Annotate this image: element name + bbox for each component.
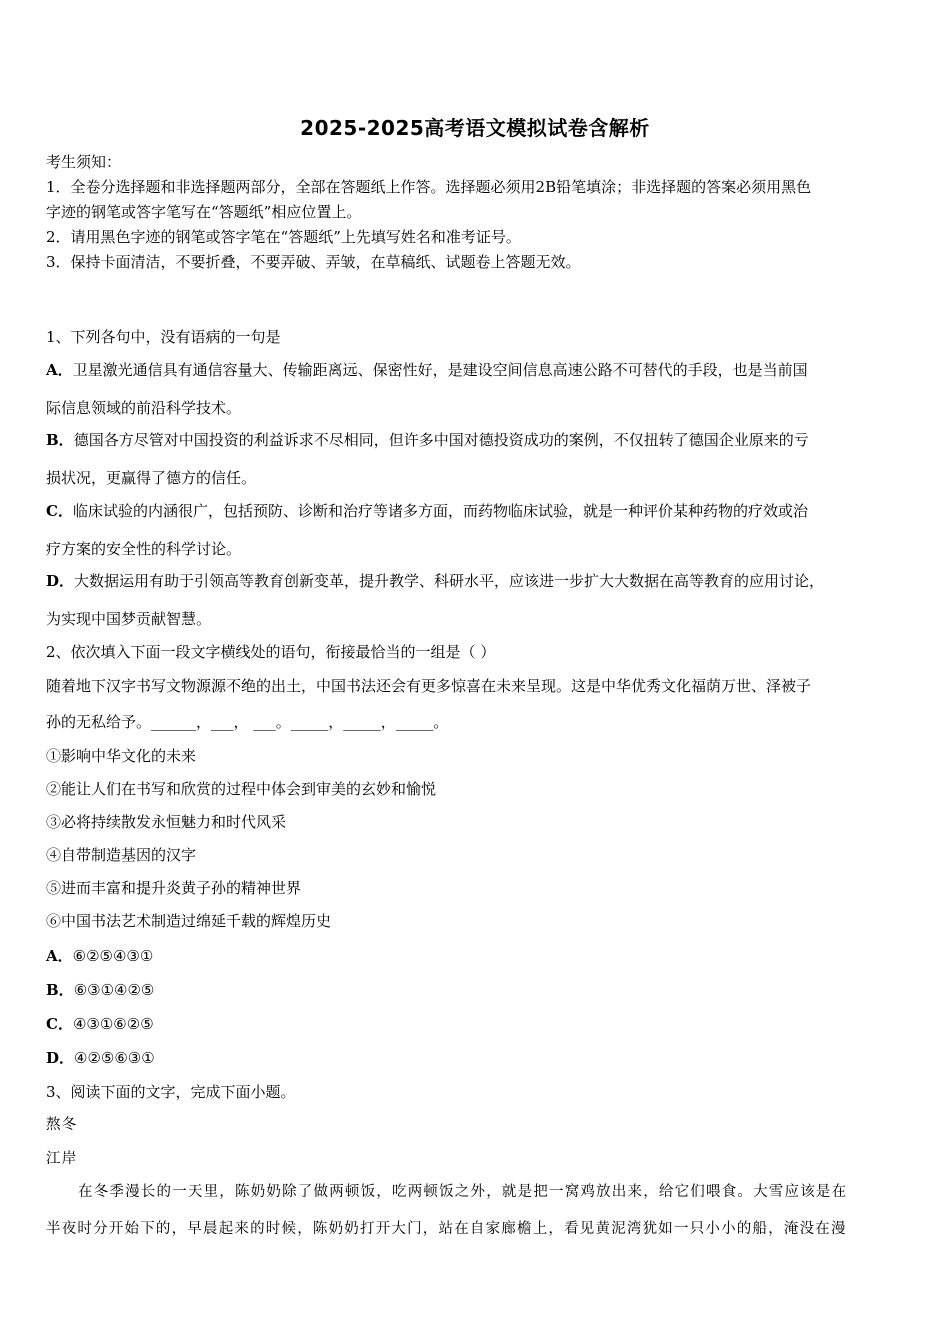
q2-passage-line-2: 孙的无私给予。______，___， ___。_____，_____，_____。 [46, 713, 449, 731]
option-text: ⑥②⑤④③① [72, 947, 154, 965]
story-author: 江岸 [46, 1151, 78, 1167]
q1-option-b [46, 430, 906, 450]
notice-line-2: 字迹的钢笔或答字笔写在“答题纸”相应位置上。 [46, 203, 362, 221]
option-label: D． [46, 1049, 75, 1067]
notice-line-3: 2．请用黑色字迹的钢笔或答字笔在“答题纸”上先填写姓名和准考证号。 [46, 228, 521, 246]
q1-option-b-cont: 损状况，更赢得了德方的信任。 [46, 469, 257, 487]
option-text: ⑥③①④②⑤ [73, 981, 155, 999]
option-text: 卫星激光通信具有通信容量大、传输距离远、保密性好，是建设空间信息高速公路不可替代的手段，也是当前国 [72, 361, 808, 379]
q1-option-c-cont: 疗方案的安全性的科学讨论。 [46, 540, 242, 558]
q1-option-a [46, 360, 906, 380]
option-text: ④③①⑥②⑤ [72, 1015, 154, 1033]
q2-item-3: ③必将持续散发永恒魅力和时代风采 [46, 813, 287, 831]
q1-stem: 1、下列各句中，没有语病的一句是 [46, 328, 281, 346]
option-label: C． [46, 1015, 73, 1033]
option-text: 临床试验的内涵很广，包括预防、诊断和治疗等诸多方面，而药物临床试验，就是一种评价某种药物的疗效或治 [72, 502, 808, 520]
page-title: 2025-2025高考语文模拟试卷含解析 [300, 116, 650, 140]
notice-line-1: 1．全卷分选择题和非选择题两部分，全部在答题纸上作答。选择题必须用2B铅笔填涂；非选择题的答案必须用黑色 [46, 178, 812, 196]
q1-option-d-cont: 为实现中国梦贡献智慧。 [46, 610, 212, 628]
story-title: 熬冬 [46, 1117, 78, 1133]
q2-option-b [46, 980, 906, 1000]
story-paragraph-line-1: 在冬季漫长的一天里，陈奶奶除了做两顿饭，吃两顿饭之外，就是把一窝鸡放出来，给它们喂食。大雪应该是在 [78, 1184, 848, 1200]
option-label: C． [46, 502, 73, 520]
q2-passage-line-1: 随着地下汉字书写文物源源不绝的出土，中国书法还会有更多惊喜在未来呈现。这是中华优秀文化福荫万世、泽被子 [46, 677, 812, 695]
option-label: B． [46, 981, 74, 999]
q2-item-5: ⑤进而丰富和提升炎黄子孙的精神世界 [46, 879, 302, 897]
q2-item-6: ⑥中国书法艺术制造过绵延千载的辉煌历史 [46, 912, 332, 930]
q2-stem: 2、依次填入下面一段文字横线处的语句，衔接最恰当的一组是（ ） [46, 643, 496, 661]
q2-option-a [46, 946, 906, 966]
option-label: A． [46, 947, 73, 965]
q2-item-4: ④自带制造基因的汉字 [46, 846, 197, 864]
option-text: 大数据运用有助于引领高等教育创新变革，提升教学、科研水平，应该进一步扩大大数据在高等教育的应用讨论， [74, 572, 825, 590]
story-paragraph-line-2: 半夜时分开始下的，早晨起来的时候，陈奶奶打开大门，站在自家廊檐上，看见黄泥湾犹如一只小小的船，淹没在漫 [46, 1221, 847, 1237]
notice-line-4: 3．保持卡面清洁，不要折叠，不要弄破、弄皱，在草稿纸、试题卷上答题无效。 [46, 253, 581, 271]
option-text: ④②⑤⑥③① [74, 1049, 155, 1067]
option-text: 德国各方尽管对中国投资的利益诉求不尽相同，但许多中国对德投资成功的案例，不仅扭转了德国企业原来的亏 [73, 431, 809, 449]
q3-stem: 3、阅读下面的文字，完成下面小题。 [46, 1083, 296, 1101]
q2-option-d [46, 1048, 906, 1068]
q2-item-2: ②能让人们在书写和欣赏的过程中体会到审美的玄妙和愉悦 [46, 780, 437, 798]
q1-option-a-cont: 际信息领域的前沿科学技术。 [46, 399, 242, 417]
q2-option-c [46, 1014, 906, 1034]
option-label: B． [46, 431, 74, 449]
option-label: A． [46, 361, 73, 379]
option-label: D． [46, 572, 75, 590]
q1-option-d [46, 571, 906, 591]
q1-option-c [46, 501, 906, 521]
q2-item-1: ①影响中华文化的未来 [46, 747, 197, 765]
notice-heading: 考生须知： [46, 153, 122, 171]
